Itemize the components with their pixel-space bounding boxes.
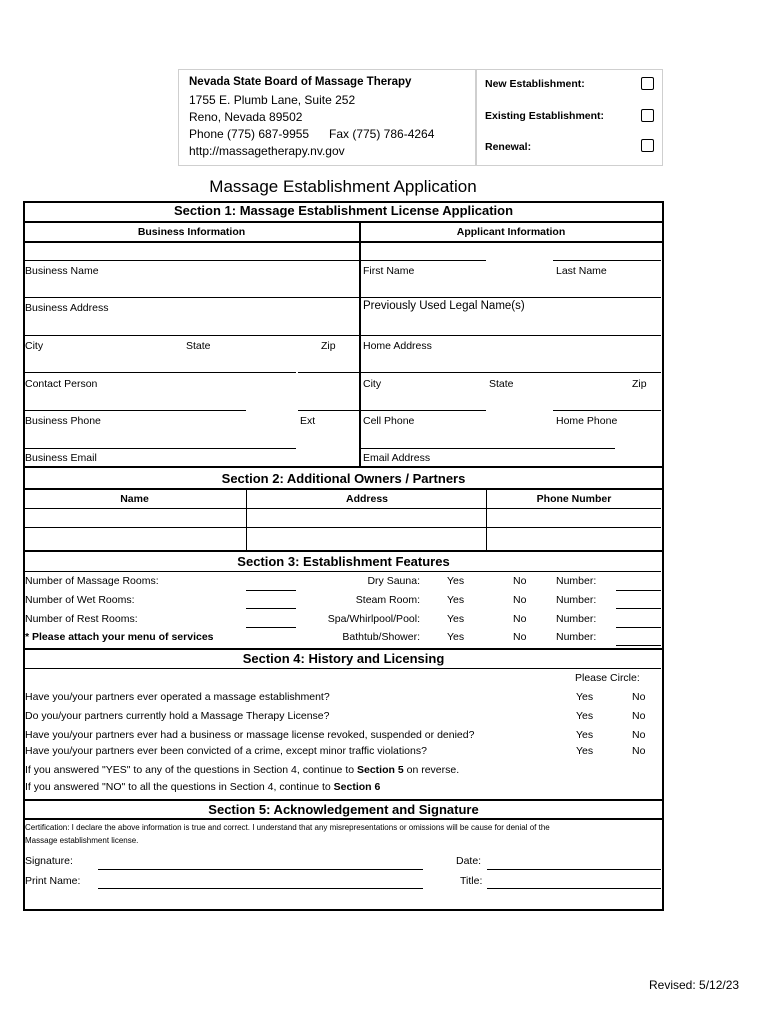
applicant-city-label: City [363, 378, 382, 390]
previous-names-label: Previously Used Legal Name(s) [363, 300, 525, 312]
col-phone: Phone Number [536, 493, 612, 505]
section2-title: Section 2: Additional Owners / Partners [221, 471, 466, 486]
number-label: Number: [556, 594, 597, 606]
business-email-label: Business Email [25, 452, 97, 464]
menu-note: * Please attach your menu of services [25, 631, 214, 643]
date-line[interactable] [487, 869, 661, 870]
revised-date: Revised: 5/12/23 [649, 978, 740, 992]
zip-label: Zip [321, 340, 336, 352]
ext-label: Ext [300, 415, 316, 427]
q4-yes[interactable]: Yes [576, 745, 594, 757]
signature-line[interactable] [98, 869, 423, 870]
business-name-label: Business Name [25, 265, 99, 277]
please-circle-label: Please Circle: [575, 672, 640, 684]
city-label: City [25, 340, 44, 352]
spa-label: Spa/Whirlpool/Pool: [327, 613, 420, 625]
business-info-header: Business Information [137, 226, 246, 238]
board-name: Nevada State Board of Massage Therapy [189, 76, 412, 88]
q3-no[interactable]: No [632, 729, 646, 741]
section5-title: Section 5: Acknowledgement and Signature [208, 802, 479, 817]
bathtub-label: Bathtub/Shower: [342, 631, 420, 643]
applicant-state-label: State [489, 378, 514, 390]
print-name-label: Print Name: [25, 875, 81, 887]
number-label: Number: [556, 575, 597, 587]
rest-rooms-label: Number of Rest Rooms: [25, 613, 138, 625]
new-establishment-checkbox[interactable] [641, 77, 654, 90]
board-street: 1755 E. Plumb Lane, Suite 252 [189, 93, 356, 107]
yes-option[interactable]: Yes [447, 631, 465, 643]
q1-yes[interactable]: Yes [576, 691, 594, 703]
massage-rooms-label: Number of Massage Rooms: [25, 575, 159, 587]
section4-title: Section 4: History and Licensing [242, 651, 445, 666]
no-option[interactable]: No [513, 613, 527, 625]
note-no: If you answered "NO" to all the questions in Section 4, continue to Section 6 [25, 781, 381, 793]
title-label: Title: [460, 875, 483, 887]
question-3: Have you/your partners ever had a business or massage license revoked, suspended or denied? [25, 729, 475, 741]
dry-sauna-label: Dry Sauna: [367, 575, 420, 587]
q2-yes[interactable]: Yes [576, 710, 594, 722]
date-label: Date: [456, 855, 482, 867]
email-address-label: Email Address [363, 452, 431, 464]
title-line[interactable] [487, 888, 661, 889]
last-name-label: Last Name [556, 265, 607, 277]
renewal-label: Renewal: [485, 141, 532, 153]
section1-title: Section 1: Massage Establishment License Application [173, 203, 514, 218]
state-label: State [186, 340, 211, 352]
home-address-label: Home Address [363, 340, 432, 352]
board-city: Reno, Nevada 89502 [189, 110, 303, 124]
no-option[interactable]: No [513, 631, 527, 643]
question-2: Do you/your partners currently hold a Massage Therapy License? [25, 710, 330, 722]
number-label: Number: [556, 613, 597, 625]
no-option[interactable]: No [513, 575, 527, 587]
question-4: Have you/your partners ever been convicted of a crime, except minor traffic violations? [25, 745, 427, 757]
board-fax: Fax (775) 786-4264 [329, 127, 435, 141]
print-name-line[interactable] [98, 888, 423, 889]
col-name: Name [120, 493, 149, 505]
existing-establishment-label: Existing Establishment: [485, 110, 605, 122]
home-phone-label: Home Phone [556, 415, 618, 427]
question-1: Have you/your partners ever operated a massage establishment? [25, 691, 330, 703]
application-type-box [476, 69, 663, 166]
cell-phone-label: Cell Phone [363, 415, 415, 427]
existing-establishment-checkbox[interactable] [641, 109, 654, 122]
new-establishment-label: New Establishment: [485, 78, 585, 90]
signature-label: Signature: [25, 855, 73, 867]
yes-option[interactable]: Yes [447, 613, 465, 625]
q2-no[interactable]: No [632, 710, 646, 722]
board-url: http://massagetherapy.nv.gov [189, 144, 345, 158]
contact-person-label: Contact Person [25, 378, 98, 390]
number-label: Number: [556, 631, 597, 643]
renewal-checkbox[interactable] [641, 139, 654, 152]
certification-text-2: Massage establishment license. [25, 836, 139, 845]
board-phone: Phone (775) 687-9955 [189, 127, 310, 141]
yes-option[interactable]: Yes [447, 575, 465, 587]
steam-room-label: Steam Room: [355, 594, 420, 606]
section3-title: Section 3: Establishment Features [237, 554, 450, 569]
q4-no[interactable]: No [632, 745, 646, 757]
note-yes: If you answered "YES" to any of the questions in Section 4, continue to Section 5 on reverse. [25, 764, 460, 776]
first-name-label: First Name [363, 265, 415, 277]
certification-text: Certification: I declare the above information is true and correct. I understand that any misrepresentations or omissions will be cause for denial of the [25, 823, 550, 832]
business-phone-label: Business Phone [25, 415, 101, 427]
applicant-zip-label: Zip [632, 378, 647, 390]
business-address-label: Business Address [25, 302, 109, 314]
board-address-box [178, 69, 476, 166]
wet-rooms-label: Number of Wet Rooms: [25, 594, 135, 606]
col-address: Address [345, 493, 388, 505]
q3-yes[interactable]: Yes [576, 729, 594, 741]
applicant-info-header: Applicant Information [456, 226, 566, 238]
q1-no[interactable]: No [632, 691, 646, 703]
yes-option[interactable]: Yes [447, 594, 465, 606]
no-option[interactable]: No [513, 594, 527, 606]
page-title: Massage Establishment Application [209, 177, 477, 196]
